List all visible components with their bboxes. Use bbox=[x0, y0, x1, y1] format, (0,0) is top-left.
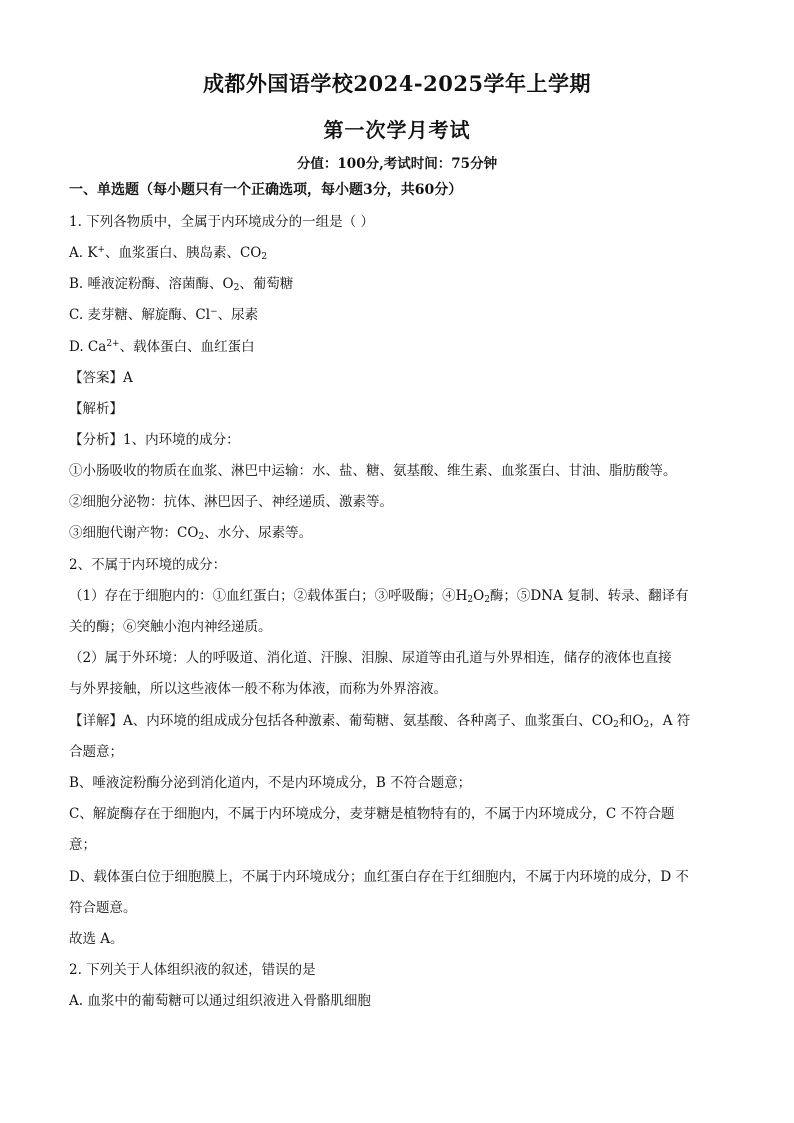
exam-info: 分值：100分,考试时间：75分钟 bbox=[296, 156, 498, 172]
analysis-paragraph: 关的酶；⑥突触小泡内神经递质。 bbox=[69, 619, 272, 635]
detail-paragraph: 【详解】A、内环境的组成成分包括各种激素、葡萄糖、氨基酸、各种离子、血浆蛋白、$CO_2$和$O_2$，A 符 bbox=[69, 713, 691, 730]
answer-label: 【答案】A bbox=[69, 370, 133, 386]
analysis-paragraph: ①小肠吸收的物质在血浆、淋巴中运输：水、盐、糖、氨基酸、维生素、血浆蛋白、甘油、脂肪酸等。 bbox=[69, 463, 677, 479]
exam-subtitle: 第一次学月考试 bbox=[323, 118, 471, 142]
detail-paragraph: 意； bbox=[69, 837, 96, 853]
question-1-option-c: C. 麦芽糖、解旋酶、Cl−、尿素 bbox=[69, 307, 259, 323]
analysis-heading: 【分析】1、内环境的成分： bbox=[69, 432, 240, 448]
analysis-paragraph: 与外界接触，所以这些液体一般不称为体液，而称为外界溶液。 bbox=[69, 681, 447, 697]
analysis-label: 【解析】 bbox=[69, 401, 123, 417]
question-2-option-a: A. 血浆中的葡萄糖可以通过组织液进入骨骼肌细胞 bbox=[69, 993, 371, 1009]
analysis-paragraph: （1）存在于细胞内的：①血红蛋白；②载体蛋白；③呼吸酶；$④H_2O_2$酶；⑤DNA 复制、转录、翻译有 bbox=[69, 588, 689, 605]
question-1-option-a: A. K+、血浆蛋白、胰岛素、$CO_2$ bbox=[69, 245, 268, 262]
question-2-stem: 2. 下列关于人体组织液的叙述，错误的是 bbox=[69, 962, 316, 978]
question-1-option-d: D. $Ca^{2+}$、载体蛋白、血红蛋白 bbox=[69, 339, 255, 355]
analysis-paragraph: （2）属于外环境：人的呼吸道、消化道、汗腺、泪腺、尿道等由孔道与外界相连，储存的液体也直接 bbox=[69, 650, 672, 666]
detail-paragraph: 符合题意。 bbox=[69, 900, 137, 916]
exam-title: 成都外国语学校2024-2025学年上学期 bbox=[202, 71, 592, 96]
detail-paragraph: D、载体蛋白位于细胞膜上，不属于内环境成分；血红蛋白存在于红细胞内，不属于内环境的成分，D 不 bbox=[69, 869, 689, 885]
analysis-paragraph: ②细胞分泌物：抗体、淋巴因子、神经递质、激素等。 bbox=[69, 494, 393, 510]
question-1-option-b: B. 唾液淀粉酶、溶菌酶、$O_2$、葡萄糖 bbox=[69, 276, 294, 293]
analysis-paragraph: ③细胞代谢产物：$CO_2$、水分、尿素等。 bbox=[69, 525, 313, 542]
detail-paragraph: 合题意； bbox=[69, 744, 123, 760]
conclusion: 故选 A。 bbox=[69, 931, 124, 947]
question-1-stem: 1. 下列各物质中，全属于内环境成分的一组是（ ） bbox=[69, 214, 374, 230]
analysis-paragraph: 2、不属于内环境的成分： bbox=[69, 557, 227, 573]
section-heading: 一、单选题（每小题只有一个正确选项，每小题3分，共60分） bbox=[69, 182, 463, 198]
detail-paragraph: B、唾液淀粉酶分泌到消化道内，不是内环境成分，B 不符合题意； bbox=[69, 775, 472, 791]
detail-paragraph: C、解旋酶存在于细胞内，不属于内环境成分，麦芽糖是植物特有的，不属于内环境成分，C 不符合题 bbox=[69, 806, 675, 822]
